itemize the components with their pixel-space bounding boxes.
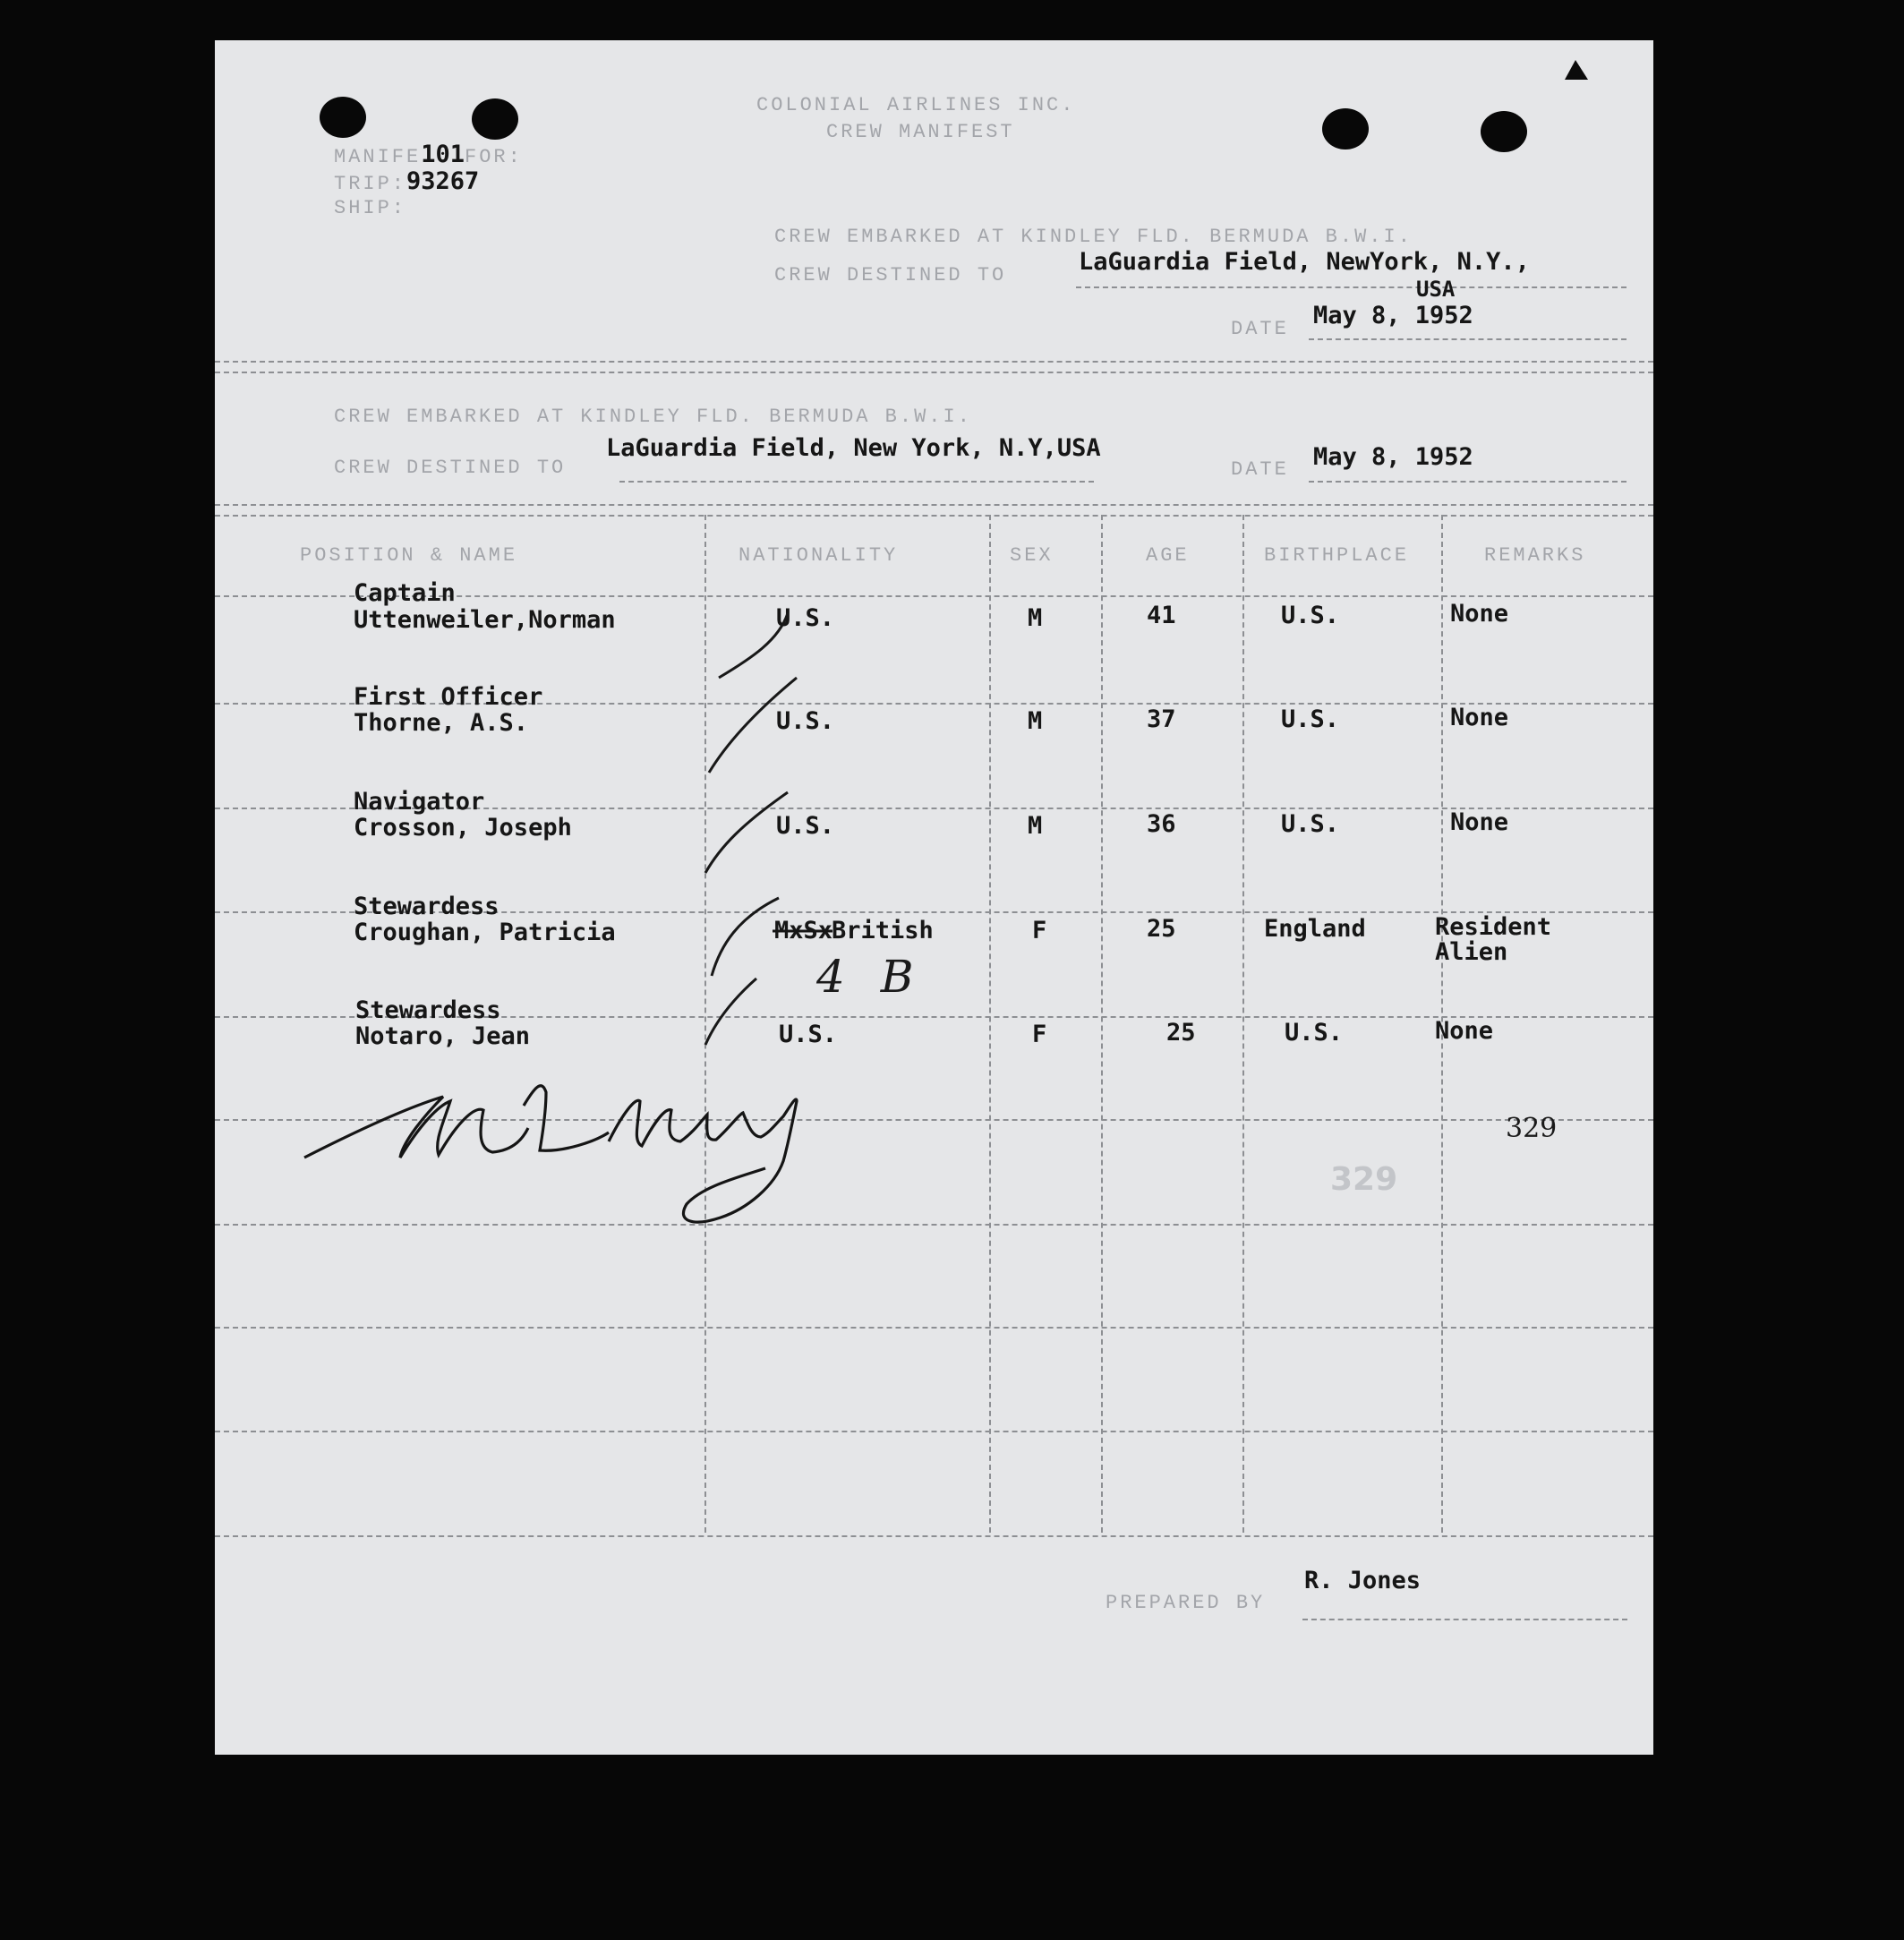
document-title: CREW MANIFEST bbox=[826, 121, 1015, 143]
column-header-position: POSITION & NAME bbox=[300, 544, 518, 567]
embarked-at-second: CREW EMBARKED AT KINDLEY FLD. BERMUDA B.W.I. bbox=[334, 406, 972, 428]
destination-second: LaGuardia Field, New York, N.Y,USA bbox=[606, 434, 1101, 462]
crew-nationality: U.S. bbox=[779, 1021, 838, 1048]
crew-sex: M bbox=[1028, 812, 1043, 840]
handwritten-note: 4 B bbox=[816, 951, 925, 1003]
crew-nationality-strikeout: MxSx bbox=[774, 917, 833, 944]
destination-top: LaGuardia Field, NewYork, N.Y., bbox=[1079, 248, 1530, 276]
crew-age: 25 bbox=[1166, 1019, 1196, 1047]
date-label-top: DATE bbox=[1231, 318, 1289, 340]
crew-position: First Officer bbox=[354, 683, 543, 711]
company-name: COLONIAL AIRLINES INC. bbox=[756, 94, 1076, 116]
crew-age: 36 bbox=[1147, 810, 1176, 838]
column-header-age: AGE bbox=[1146, 544, 1190, 567]
page-number: 329 bbox=[1506, 1113, 1558, 1144]
crew-nationality: U.S. bbox=[776, 812, 835, 840]
column-header-nationality: NATIONALITY bbox=[739, 544, 899, 567]
destined-label-top: CREW DESTINED TO bbox=[774, 264, 1007, 286]
embarked-at-top: CREW EMBARKED AT KINDLEY FLD. BERMUDA B.W.I. bbox=[774, 226, 1413, 248]
crew-remarks: None bbox=[1450, 704, 1509, 731]
crew-birthplace: U.S. bbox=[1281, 602, 1340, 629]
column-header-sex: SEX bbox=[1010, 544, 1054, 567]
crew-remarks-line2: Alien bbox=[1435, 938, 1508, 966]
crew-remarks: None bbox=[1450, 808, 1509, 836]
crew-name: Notaro, Jean bbox=[355, 1022, 531, 1050]
column-header-remarks: REMARKS bbox=[1484, 544, 1586, 567]
crew-age: 41 bbox=[1147, 602, 1176, 629]
crew-birthplace: England bbox=[1264, 915, 1366, 943]
destination-top-country: USA bbox=[1416, 277, 1456, 302]
crew-position: Stewardess bbox=[355, 996, 501, 1024]
crew-sex: F bbox=[1032, 1021, 1047, 1048]
date-second: May 8, 1952 bbox=[1313, 443, 1473, 471]
destined-label-second: CREW DESTINED TO bbox=[334, 457, 567, 479]
crew-position: Navigator bbox=[354, 788, 485, 816]
crew-nationality: British bbox=[832, 917, 934, 944]
crew-name: Croughan, Patricia bbox=[354, 919, 616, 946]
check-marks bbox=[215, 40, 1653, 1755]
crew-remarks: None bbox=[1450, 600, 1509, 628]
date-top: May 8, 1952 bbox=[1313, 302, 1473, 329]
crew-birthplace: U.S. bbox=[1281, 810, 1340, 838]
crew-name: Uttenweiler,Norman bbox=[354, 606, 616, 634]
crew-nationality: U.S. bbox=[776, 604, 835, 632]
crew-birthplace: U.S. bbox=[1285, 1019, 1344, 1047]
column-header-birthplace: BIRTHPLACE bbox=[1264, 544, 1410, 567]
handwritten-signature bbox=[300, 1052, 873, 1249]
crew-sex: M bbox=[1028, 707, 1043, 735]
crew-name: Thorne, A.S. bbox=[354, 709, 529, 737]
manifest-number: 101 bbox=[421, 141, 465, 168]
crew-position: Stewardess bbox=[354, 893, 499, 920]
manifest-sheet bbox=[215, 40, 1653, 1755]
crew-age: 25 bbox=[1147, 915, 1176, 943]
crew-name: Crosson, Joseph bbox=[354, 814, 572, 842]
manifest-number-line: MANIFE101FOR: bbox=[334, 141, 523, 168]
prepared-by-name: R. Jones bbox=[1304, 1567, 1422, 1594]
crew-remarks: Resident bbox=[1435, 913, 1552, 941]
ship-label: SHIP: bbox=[334, 197, 407, 219]
prepared-by-label: PREPARED BY bbox=[1106, 1592, 1266, 1614]
trip-line: TRIP:93267 bbox=[334, 167, 480, 195]
crew-sex: M bbox=[1028, 604, 1043, 632]
crew-nationality: U.S. bbox=[776, 707, 835, 735]
crew-birthplace: U.S. bbox=[1281, 705, 1340, 733]
crew-position: Captain bbox=[354, 579, 456, 607]
crew-sex: F bbox=[1032, 917, 1047, 944]
crew-remarks: None bbox=[1435, 1017, 1494, 1045]
crew-age: 37 bbox=[1147, 705, 1176, 733]
trip-number: 93267 bbox=[406, 167, 480, 195]
page-number-stamp: 329 bbox=[1330, 1161, 1398, 1198]
date-label-second: DATE bbox=[1231, 458, 1289, 481]
